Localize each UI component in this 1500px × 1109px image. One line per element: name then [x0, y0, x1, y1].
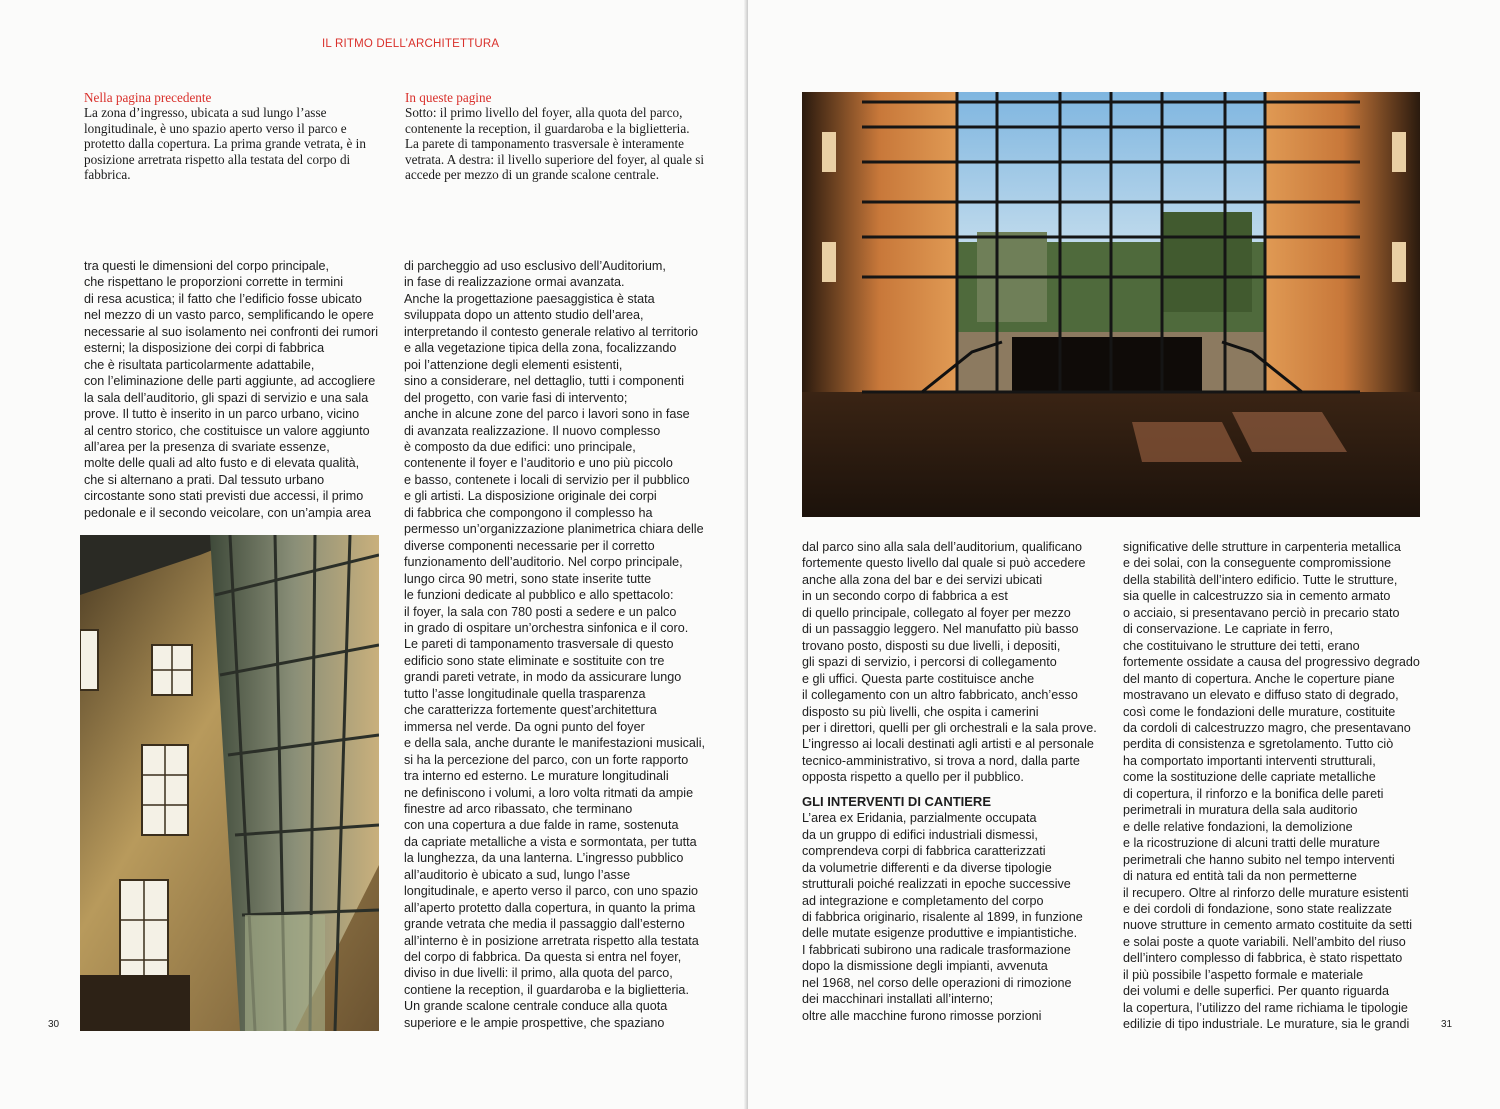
text-line: all’auditorio è ubicato a sud, lungo l’asse	[404, 867, 631, 882]
text-line: che è risultata particolarmente adattabile,	[84, 357, 315, 372]
text-line: tutto l’asse longitudinale quella trasparenza	[404, 686, 646, 701]
text-line: prove. Il tutto è inserito in un parco urbano, vicino	[84, 407, 360, 422]
text-line: gli spazi di servizio, i percorsi di collegamento	[802, 655, 1057, 670]
text-line: sia quelle in calcestruzzo sia in cemento armato	[1123, 589, 1391, 604]
text-line: da cordoli di calcestruzzo magro, che presentavano	[1123, 720, 1411, 735]
text-line: e basso, contenete i locali di servizio per il pubblico	[404, 472, 690, 487]
text-line: il recupero. Oltre al rinforzo delle murature esistenti	[1123, 885, 1409, 900]
text-line: contenente il foyer e l’auditorio e uno più piccolo	[404, 456, 673, 471]
text-line: all’area per la presenza di svariate essenze,	[84, 439, 330, 454]
caption-left-text: La zona d’ingresso, ubicata a sud lungo l’asse longitudinale, è uno spazio aperto verso il parco e protetto dalla copertura. La prima grande vetrata, è in posizione arretrata rispetto alla testata del corpo di fabbrica.	[84, 105, 366, 183]
text-line: diviso in due livelli: il primo, alla quota del parco,	[404, 966, 673, 981]
body-column-right-1-b	[802, 810, 1097, 1024]
text-line: di resa acustica; il fatto che l’edificio fosse ubicato	[84, 291, 362, 306]
text-line: nel 1968, nel corso delle operazioni di rimozione	[802, 975, 1072, 990]
right-page	[748, 0, 1500, 1109]
text-line: strutturali poiché realizzati in epoche successive	[802, 877, 1071, 892]
text-line: con una copertura a due falde in rame, sostenuta	[404, 818, 679, 833]
text-line: che si alternano a prati. Dal tessuto urbano	[84, 472, 325, 487]
text-line: interpretando il contesto generale relativo al territorio	[404, 324, 699, 339]
page-number-right: 31	[1441, 1019, 1453, 1030]
section-title: GLI INTERVENTI DI CANTIERE	[802, 793, 991, 809]
text-line: del progetto, con varie fasi di intervento;	[404, 390, 628, 405]
text-line: la sala dell’auditorio, gli spazi di servizio e una sala	[84, 390, 369, 405]
text-line: contiene la reception, il guardaroba e la biglietteria.	[404, 982, 689, 997]
text-line: significative delle strutture in carpenteria metallica	[1123, 540, 1401, 554]
text-line: in grado di ospitare un’orchestra sinfonica e il coro.	[404, 620, 689, 635]
text-line: dell’intero complesso di fabbrica, è stato rispettato	[1123, 951, 1403, 966]
text-line: la lunghezza, da una lanterna. L’ingresso pubblico	[404, 851, 684, 866]
text-line: molte delle quali ad alto fusto e di elevata qualità,	[84, 456, 360, 471]
page-number-left: 30	[48, 1019, 60, 1030]
text-line: e la ricostruzione di alcuni tratti delle murature	[1123, 836, 1380, 851]
text-line: diverse componenti necessarie per il corretto	[404, 538, 655, 553]
text-line: di fabbrica originario, risalente al 1899, in funzione	[802, 909, 1083, 924]
text-line: di avanzata realizzazione. Il nuovo complesso	[404, 423, 661, 438]
text-line: o acciaio, si presentavano perciò in precario stato	[1123, 605, 1400, 620]
text-line: pedonale e il secondo veicolare, con un’ampia area	[84, 505, 372, 520]
text-line: e gli artisti. La disposizione originale dei corpi	[404, 489, 657, 504]
text-line: in fase di realizzazione ormai avanzata.	[404, 275, 625, 290]
text-line: sino a considerare, nel dettaglio, tutti i componenti	[404, 374, 685, 389]
text-line: di fabbrica che compongono il complesso ha	[404, 505, 653, 520]
text-line: tecnico-amministrativo, si trova a nord, dalla parte	[802, 753, 1080, 768]
text-line: ad integrazione e completamento del corpo	[802, 893, 1044, 908]
photo-upper-foyer	[80, 535, 379, 1031]
text-line: dal parco sino alla sala dell’auditorium, qualificano	[802, 540, 1083, 554]
text-line: e delle relative fondazioni, la demolizione	[1123, 819, 1353, 834]
text-line: finestre ad arco ribassato, che terminano	[404, 801, 633, 816]
text-line: disposto su più livelli, che ospita i camerini	[802, 704, 1039, 719]
text-line: che rispettano le proporzioni corrette in termini	[84, 275, 343, 290]
text-line: superiore e le ampie prospettive, che spaziano	[404, 1015, 665, 1030]
text-line: sviluppata dopo un attento studio dell’area,	[404, 308, 644, 323]
text-line: di parcheggio ad uso esclusivo dell’Auditorium,	[404, 259, 666, 273]
text-line: perimetrali in muratura della sala auditorio	[1123, 803, 1358, 818]
text-line: permesso un’organizzazione planimetrica chiara delle	[404, 522, 704, 537]
text-line: nuove strutture in cemento armato costituite da setti	[1123, 918, 1413, 933]
text-line: lungo circa 90 metri, sono state inserite tutte	[404, 571, 652, 586]
text-line: edilizie di tipo industriale. Le murature, sia le grandi	[1123, 1017, 1410, 1032]
text-line: e solai poste a quote variabili. Nell’ambito del riuso	[1123, 934, 1406, 949]
caption-right-text: Sotto: il primo livello del foyer, alla quota del parco, contenente la reception, il guardaroba e la biglietteria. La parete di tamponamento trasversale è interamente vetrata. A destra: il livello superiore del foyer, al quale si accede per mezzo di un grande scalone centrale.	[405, 105, 705, 183]
text-line: di un passaggio leggero. Nel manufatto più basso	[802, 622, 1079, 637]
text-line: che costituivano le strutture dei tetti, erano	[1123, 638, 1360, 653]
text-line: poi l’attenzione degli elementi esistenti,	[404, 357, 623, 372]
text-line: la copertura, l’utilizzo del rame richiama le tipologie	[1123, 1000, 1408, 1015]
text-line: mostravano un elevato e diffuso stato di degrado,	[1123, 688, 1399, 703]
text-line: perdita di consistenza e sgretolamento. Tutto ciò	[1123, 737, 1394, 752]
text-line: all’interno è in posizione arretrata rispetto alla testata	[404, 933, 699, 948]
text-line: edificio sono state eliminate e sostituite con tre	[404, 653, 665, 668]
body-column-right-1	[802, 539, 1097, 1024]
text-line: con l’eliminazione delle parti aggiunte, ad accogliere	[84, 374, 376, 389]
text-line: della stabilità dell’intero edificio. Tutte le strutture,	[1123, 572, 1398, 587]
text-line: circostante sono stati previsti due accessi, il primo	[84, 489, 364, 504]
text-line: le funzioni dedicate al pubblico e allo spettacolo:	[404, 588, 674, 603]
text-line: longitudinale, e aperto verso il parco, con uno spazio	[404, 884, 699, 899]
text-line: perimetrali che hanno subito nel tempo interventi	[1123, 852, 1395, 867]
text-line: Anche la progettazione paesaggistica è stata	[404, 291, 655, 306]
body-column-right-2	[1123, 539, 1420, 1033]
text-line: di natura ed entità tali da non permetterne	[1123, 869, 1357, 884]
text-line: I fabbricati subirono una radicale trasformazione	[802, 942, 1071, 957]
text-line: come la sostituzione delle capriate metalliche	[1123, 770, 1376, 785]
text-line: da un gruppo di edifici industriali dismessi,	[802, 827, 1038, 842]
text-line: tra interno ed esterno. Le murature longitudinali	[404, 769, 669, 784]
text-line: ha comportato importanti interventi strutturali,	[1123, 753, 1376, 768]
text-line: e della sala, anche durante le manifestazioni musicali,	[404, 736, 706, 751]
text-line: il più possibile l’aspetto formale e materiale	[1123, 967, 1364, 982]
text-line: funzionamento dell’auditorio. Nel corpo principale,	[404, 555, 683, 570]
text-line: ne definiscono i volumi, a loro volta ritmati da ampie	[404, 785, 694, 800]
text-line: grandi pareti vetrate, in modo da assicurare lungo	[404, 670, 682, 685]
text-line: tra questi le dimensioni del corpo principale,	[84, 259, 330, 273]
text-line: fortemente ossidate a causa del progressivo degrado	[1123, 655, 1420, 670]
text-line: L’ingresso ai locali destinati agli artisti e al personale	[802, 737, 1094, 752]
body-column-left-2	[404, 258, 705, 1031]
text-line: al centro storico, che costituisce un valore aggiunto	[84, 423, 370, 438]
caption-left-heading: Nella pagina precedente	[84, 90, 212, 105]
text-line: dopo la dismissione degli impianti, avvenuta	[802, 959, 1048, 974]
text-line: si ha la percezione del parco, con un forte rapporto	[404, 752, 689, 767]
text-line: all’aperto protetto dalla copertura, in quanto la prima	[404, 900, 696, 915]
text-line: è composto da due edifici: uno principale,	[404, 439, 636, 454]
text-line: fortemente questo livello dal quale si può accedere	[802, 556, 1086, 571]
text-line: del manto di copertura. Anche le coperture piane	[1123, 671, 1395, 686]
text-line: di quello principale, collegato al foyer per mezzo	[802, 605, 1071, 620]
text-line: di copertura, il rinforzo e la bonifica delle pareti	[1123, 786, 1384, 801]
text-line: del corpo di fabbrica. Da questa si entra nel foyer,	[404, 950, 682, 965]
text-line: da volumetrie differenti e da diverse tipologie	[802, 860, 1052, 875]
text-line: esterni; la disposizione dei corpi di fabbrica	[84, 341, 325, 356]
text-line: il foyer, la sala con 780 posti a sedere e un palco	[404, 604, 677, 619]
text-line: e gli uffici. Questa parte costituisce anche	[802, 671, 1035, 686]
text-line: immersa nel verde. Da ogni punto del foyer	[404, 719, 645, 734]
text-line: da capriate metalliche a vista e sormontata, per tutta	[404, 834, 697, 849]
text-line: delle mutate esigenze produttive e impiantistiche.	[802, 926, 1078, 941]
photo-foyer-glass-wall	[802, 92, 1420, 517]
text-line: il collegamento con un altro fabbricato, anch’esso	[802, 688, 1078, 703]
text-line: oltre alle macchine furono rimosse porzioni	[802, 1008, 1042, 1023]
text-line: dei volumi e delle superfici. Per quanto riguarda	[1123, 984, 1390, 999]
text-line: Un grande scalone centrale conduce alla quota	[404, 999, 668, 1014]
body-column-left-1	[84, 258, 378, 521]
text-line: anche in alcune zone del parco i lavori sono in fase	[404, 407, 690, 422]
text-line: e alla vegetazione tipica della zona, focalizzando	[404, 341, 677, 356]
text-line: e dei cordoli di fondazione, sono state realizzate	[1123, 901, 1392, 916]
text-line: in un secondo corpo di fabbrica a est	[802, 589, 1008, 604]
text-line: nel mezzo di un vasto parco, semplificando le opere	[84, 308, 374, 323]
left-page	[0, 0, 748, 1109]
caption-right	[405, 90, 705, 182]
text-line: L’area ex Eridania, parzialmente occupata	[802, 811, 1037, 826]
text-line: necessarie al suo isolamento nei confronti dei rumori	[84, 324, 379, 339]
text-line: grande vetrata che media il passaggio dall’esterno	[404, 917, 685, 932]
text-line: per i direttori, quelli per gli orchestrali e la sala prove.	[802, 720, 1097, 735]
text-line: e dei solai, con la conseguente compromissione	[1123, 556, 1392, 571]
caption-left	[84, 90, 384, 182]
text-line: trovano posto, disposti su due livelli, i depositi,	[802, 638, 1061, 653]
text-line: opposta rispetto a quello per il pubblico.	[802, 770, 1024, 785]
text-line: così come le fondazioni delle murature, costituite	[1123, 704, 1396, 719]
text-line: Le pareti di tamponamento trasversale di questo	[404, 637, 674, 652]
running-head: IL RITMO DELL’ARCHITETTURA	[322, 38, 500, 50]
text-line: anche alla zona del bar e dei servizi ubicati	[802, 572, 1043, 587]
caption-right-heading: In queste pagine	[405, 90, 492, 105]
text-line: comprendeva corpi di fabbrica caratterizzati	[802, 844, 1046, 859]
text-line: dei macchinari installati all’interno;	[802, 992, 994, 1007]
body-column-right-1-a	[802, 539, 1097, 786]
text-line: che caratterizza fortemente quest’architettura	[404, 703, 657, 718]
text-line: di conservazione. Le capriate in ferro,	[1123, 622, 1334, 637]
